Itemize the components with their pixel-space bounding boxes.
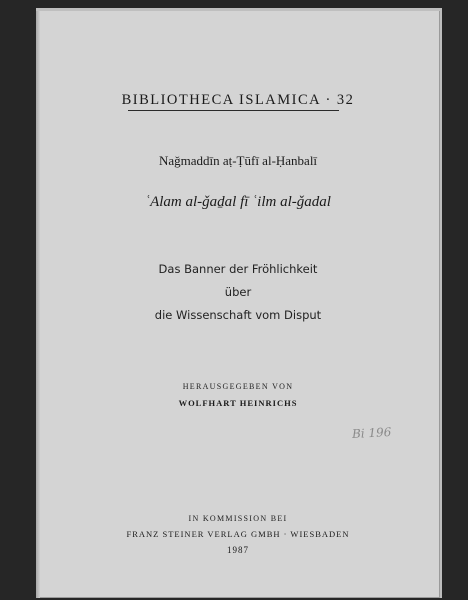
author-name: Naǧmaddīn aṭ-Ṭūfī al-Ḥanbalī (158, 153, 318, 168)
book-title: ʿAlam al-ǧaḏal fī ʿilm al-ǧadal (145, 194, 331, 210)
cover-top-edge (36, 8, 440, 11)
subtitle-line-3: die Wissenschaft vom Disput (154, 308, 322, 322)
pencil-annotation: Bi 196 (351, 424, 392, 442)
publisher-name: FRANZ STEINER VERLAG GMBH · WIESBADEN (126, 529, 350, 539)
editor-label: HERAUSGEGEBEN VON (182, 382, 294, 391)
editor-name: WOLFHART HEINRICHS (178, 398, 298, 408)
series-title: BIBLIOTHECA ISLAMICA · 32 (121, 92, 355, 108)
subtitle-line-1: Das Banner der Fröhlichkeit (158, 262, 318, 276)
subtitle-line-2: über (224, 285, 252, 299)
publication-year: 1987 (227, 545, 249, 555)
series-title-underline (128, 110, 339, 111)
commission-label: IN KOMMISSION BEI (188, 514, 288, 523)
book-cover (36, 8, 440, 598)
